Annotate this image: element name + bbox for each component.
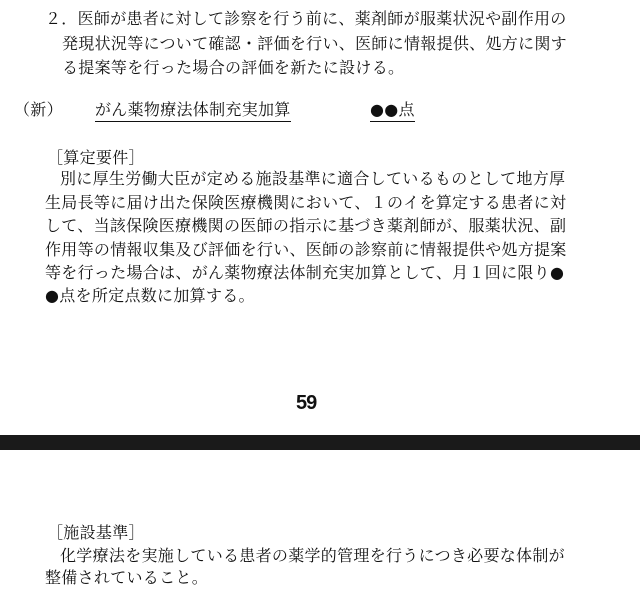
item2-line-2: 発現状況等について確認・評価を行い、医師に情報提供、処方に関す xyxy=(62,34,567,53)
facility-standards-line-1: 化学療法を実施している患者の薬学的管理を行うにつき必要な体制が xyxy=(60,546,565,565)
calc-requirements-line-1: 別に厚生労働大臣が定める施設基準に適合しているものとして地方厚 xyxy=(60,169,566,188)
page-divider xyxy=(0,435,640,450)
calc-requirements-line-6: ●点を所定点数に加算する。 xyxy=(45,286,255,305)
calc-requirements-line-3: して、当該保険医療機関の医師の指示に基づき薬剤師が、服薬状況、副 xyxy=(45,216,567,235)
item2-line-3: る提案等を行った場合の評価を新たに設ける。 xyxy=(62,58,405,77)
new-item-name: がん薬物療法体制充実加算 xyxy=(95,100,291,122)
page-number: 59 xyxy=(296,392,317,414)
calc-requirements-line-4: 作用等の情報収集及び評価を行い、医師の診察前に情報提供や処方提案 xyxy=(45,240,567,259)
item2-line-1: ２．医師が患者に対して診察を行う前に、薬剤師が服薬状況や副作用の xyxy=(45,9,567,28)
facility-standards-heading: ［施設基準］ xyxy=(47,523,145,542)
calc-requirements-line-5: 等を行った場合は、がん薬物療法体制充実加算として、月１回に限り● xyxy=(45,263,565,282)
new-item-points: ●●点 xyxy=(370,100,415,122)
new-item-marker: （新） xyxy=(14,100,63,119)
calc-requirements-heading: ［算定要件］ xyxy=(47,148,145,167)
facility-standards-line-2: 整備されていること。 xyxy=(45,568,209,587)
calc-requirements-line-2: 生局長等に届け出た保険医療機関において、１のイを算定する患者に対 xyxy=(45,193,567,212)
